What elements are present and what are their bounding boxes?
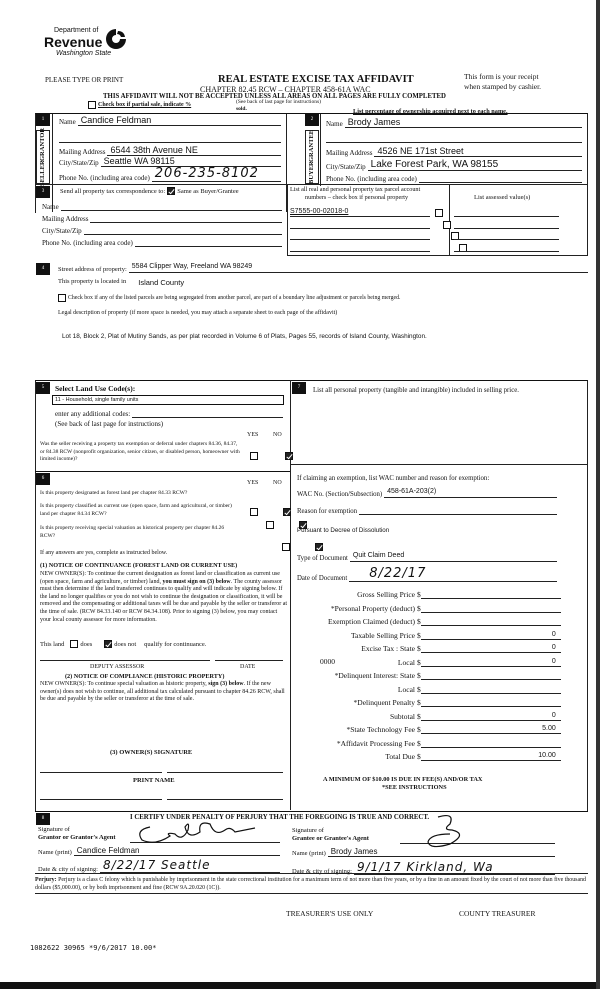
- buyer-grantee-label: BUYER GRANTEE: [305, 130, 319, 184]
- grantor-date-row: Date & city of signing: 8/22/17 Seattle: [38, 858, 280, 873]
- logo-revenue: Revenue: [44, 34, 103, 50]
- additional-codes-row: enter any additional codes:: [55, 408, 283, 418]
- seller-address-field[interactable]: 6544 38th Avenue NE: [107, 145, 281, 156]
- forest-no-checkbox[interactable]: [315, 543, 323, 551]
- amount-label: Gross Selling Price: [357, 590, 415, 599]
- amount-value-field[interactable]: [421, 685, 561, 694]
- corr-city-row: City/State/Zip: [42, 225, 282, 235]
- grantee-date-row: Date & city of signing: 9/1/17 Kirkland, Wa: [292, 860, 555, 875]
- street-field[interactable]: 5584 Clipper Way, Freeland WA 98249: [129, 263, 588, 273]
- certify-statement: I CERTIFY UNDER PENALTY OF PERJURY THAT THE FOREGOING IS TRUE AND CORRECT.: [130, 814, 430, 821]
- buyer-address-field[interactable]: 4526 NE 171st Street: [374, 146, 582, 157]
- yes-header-5: YES: [247, 432, 259, 438]
- partial-sale-row: [88, 101, 191, 109]
- corr-name-field[interactable]: [61, 201, 282, 211]
- section6-divider: [35, 471, 290, 472]
- print-name-line-1: [40, 799, 162, 800]
- grantor-name-row: Name (print) Candice Feldman: [38, 846, 280, 856]
- amount-value-field[interactable]: 10.00: [421, 752, 561, 761]
- forest-yes-checkbox[interactable]: [282, 543, 290, 551]
- seller-city-field[interactable]: Seattle WA 98115: [101, 156, 281, 167]
- parcel-number-field[interactable]: [290, 219, 430, 229]
- continuance-row: This land does does not qualify for continuance.: [40, 640, 207, 648]
- reason-row: Reason for exemption: [297, 505, 557, 515]
- parcel-number-field[interactable]: S7555-00-02018-0: [290, 207, 430, 217]
- notice1-body: NEW OWNER(S): To continue the current designation as forest land or classification as current use (open space, farm and agriculture, or timber) land, you must sign on (3) below. The county assessor must then determine if the land transferred continues to qualify and will indicate by signing below. If the land no longer qualifies or you do not wish to continue the designation or classification, it will be removed and the compensating or additional taxes will be due and payable by the seller or transferor at the time of sale. (RCW 84.33.140 or RCW 84.34.108). Prior to signing (3) below, you may contact your local county assessor for more information.: [40, 571, 288, 623]
- ownership-note: List percentage of ownership acquired next to each name.: [353, 108, 508, 115]
- assessed-value-field[interactable]: [454, 242, 559, 252]
- amount-label: Excise Tax : State: [361, 644, 415, 653]
- land-use-see-back: (See back of last page for instructions): [55, 420, 164, 428]
- assessed-value-field[interactable]: [454, 207, 559, 217]
- amount-label: *State Technology Fee: [346, 725, 415, 734]
- partial-sale-label: Check box if partial sale, indicate %: [98, 102, 192, 108]
- parcel-number-field[interactable]: [290, 242, 430, 252]
- currency-symbol: $: [417, 603, 421, 613]
- amount-row: [292, 752, 561, 761]
- print-name-label: PRINT NAME: [133, 777, 175, 784]
- buyer-address-row: Mailing Address 4526 NE 171st Street: [326, 146, 582, 157]
- amount-label: Exemption Claimed (deduct): [327, 617, 415, 626]
- assessor-sig-line: [40, 660, 210, 661]
- parcels-header-1: List all real and personal property tax parcel account: [290, 186, 421, 193]
- dor-logo: [44, 27, 134, 67]
- amount-value-field[interactable]: 0: [421, 658, 561, 667]
- local-code: 0000: [320, 656, 335, 666]
- amount-value-field[interactable]: [421, 617, 561, 626]
- receipt-stamp: 1082622 30965 *9/6/2017 10.00*: [30, 944, 157, 952]
- amount-value-field[interactable]: [421, 604, 561, 613]
- land-use-select[interactable]: 11 - Household, single family units: [52, 395, 284, 405]
- buyer-name-row: Name Brody James: [326, 117, 582, 128]
- amount-row: [292, 685, 561, 694]
- assessed-value-field[interactable]: [454, 230, 559, 240]
- section7-divider: [290, 464, 588, 465]
- parcels-header-2: numbers – check box if personal property: [305, 194, 409, 201]
- notice2-body: NEW OWNER(S): To continue special valuation as historic property, sign (3) below. If the new owner(s) does not wish to continue, all additional tax calculated pursuant to chapter 84.26 RCW, shall be due and payable by the seller or transferor at the time of sale.: [40, 681, 285, 703]
- reason-line[interactable]: [359, 505, 557, 515]
- buyer-name-field[interactable]: Brody James: [345, 117, 582, 128]
- grantee-sig-label-1: Signature of: [292, 827, 324, 834]
- does-qualify-checkbox[interactable]: [70, 640, 78, 648]
- yes-header-6: YES: [247, 480, 259, 486]
- dor-swirl-icon: [104, 27, 128, 51]
- print-name-line-2: [167, 799, 283, 800]
- notice2-title: (2) NOTICE OF COMPLIANCE (HISTORIC PROPERTY): [65, 673, 225, 680]
- amount-row: [292, 725, 561, 734]
- grantee-name-field[interactable]: Brody James: [328, 847, 555, 857]
- tax-corr-row: Send all property tax correspondence to: Same as Buyer/Grantee: [60, 187, 239, 195]
- grantee-name-row: Name (print) Brody James: [292, 847, 555, 857]
- if-yes-note: If any answers are yes, complete as instructed below.: [40, 550, 168, 556]
- doc-date-field[interactable]: 8/22/17: [349, 566, 557, 582]
- amount-row: [292, 644, 561, 653]
- exemption-intro: If claiming an exemption, list WAC number and reason for exemption:: [297, 475, 490, 482]
- county-treasurer-label: COUNTY TREASURER: [459, 909, 536, 918]
- buyer-city-field[interactable]: Lake Forest Park, WA 98155: [368, 159, 582, 171]
- receipt-note-1: This form is your receipt: [464, 72, 539, 81]
- county-field[interactable]: Island County: [138, 278, 185, 287]
- legal-label: Legal description of property (if more space is needed, you may attach a separate sheet to each page of the affidavit): [58, 310, 338, 316]
- amount-value-field[interactable]: 0: [421, 712, 561, 721]
- wac-row: WAC No. (Section/Subsection) 458-61A-203(2): [297, 488, 557, 498]
- section-8-badge: 8: [36, 813, 50, 825]
- amount-row: [292, 604, 561, 613]
- seller-name-line2: [59, 142, 281, 143]
- wac-field[interactable]: 458-61A-203(2): [384, 488, 557, 498]
- personal-property-label: List all personal property (tangible and intangible) included in selling price.: [313, 387, 519, 394]
- currency-symbol: $: [417, 644, 421, 653]
- amount-row: [292, 590, 561, 599]
- doc-type-row: Type of Document Quit Claim Deed: [297, 552, 557, 562]
- seller-phone-row: Phone No. (including area code) 206-235-8102: [59, 166, 281, 182]
- amount-row: [292, 712, 561, 721]
- seller-city-row: City/State/Zip Seattle WA 98115: [59, 156, 281, 167]
- perjury-divider: [35, 873, 588, 874]
- currency-symbol: $: [417, 657, 421, 667]
- minimum-note: A MINIMUM OF $10.00 IS DUE IN FEE(S) AND/OR TAX: [323, 776, 483, 783]
- seller-address-row: Mailing Address 6544 38th Avenue NE: [59, 145, 281, 156]
- exemption-no-checkbox[interactable]: [285, 452, 293, 460]
- currency-symbol: $: [417, 684, 421, 694]
- please-type: PLEASE TYPE OR PRINT: [45, 76, 124, 84]
- form-title: REAL ESTATE EXCISE TAX AFFIDAVIT: [218, 74, 414, 85]
- amount-label: Total Due: [385, 752, 415, 761]
- assessed-header: List assessed value(s): [474, 194, 531, 201]
- deputy-assessor-label: DEPUTY ASSESSOR: [90, 664, 145, 670]
- forest-yes-checkbox[interactable]: [266, 521, 274, 529]
- notice1-title: (1) NOTICE OF CONTINUANCE (FOREST LAND OR CURRENT USE): [40, 562, 238, 569]
- corr-address-row: Mailing Address: [42, 213, 282, 223]
- treasurer-use-label: TREASURER'S USE ONLY: [286, 909, 374, 918]
- amount-row: [292, 658, 561, 667]
- grantee-date-field[interactable]: 9/1/17 Kirkland, Wa: [354, 860, 555, 875]
- currency-symbol: $: [417, 590, 421, 599]
- amount-row: [292, 739, 561, 748]
- partial-sale-checkbox[interactable]: [88, 101, 96, 109]
- buyer-city-row: City/State/Zip Lake Forest Park, WA 98155: [326, 159, 582, 171]
- amount-label: *Delinquent Penalty: [353, 698, 415, 707]
- amount-row: [292, 671, 561, 680]
- form-chapter: CHAPTER 82.45 RCW – CHAPTER 458-61A WAC: [200, 85, 371, 94]
- section8-divider: [35, 811, 588, 812]
- amount-row: [292, 698, 561, 707]
- currency-symbol: $: [417, 617, 421, 626]
- amount-value-field[interactable]: [421, 671, 561, 680]
- buyer-phone-field[interactable]: [419, 173, 582, 183]
- page-bottom-edge: [0, 982, 600, 989]
- doc-type-field[interactable]: Quit Claim Deed: [350, 552, 557, 562]
- currency-symbol: $: [417, 698, 421, 707]
- middle-divider: [290, 380, 291, 810]
- assessor-date-line: [215, 660, 283, 661]
- seller-grantor-label: SELLER GRANTOR: [36, 130, 50, 184]
- amount-value-field[interactable]: 0: [421, 644, 561, 653]
- no-header-5: NO: [273, 432, 282, 438]
- amount-label: *Affidavit Processing Fee: [336, 738, 415, 748]
- section-6-badge: 6: [36, 473, 50, 485]
- buyer-name-line2: [326, 142, 582, 143]
- currency-symbol: $: [417, 752, 421, 761]
- currency-symbol: $: [417, 671, 421, 680]
- additional-codes-field[interactable]: [132, 408, 283, 418]
- exemption-yes-checkbox[interactable]: [250, 452, 258, 460]
- forest-yes-checkbox[interactable]: [250, 508, 258, 516]
- logo-dept: Department of: [54, 27, 99, 34]
- corr-city-field[interactable]: [84, 225, 282, 235]
- amount-value-field[interactable]: 5.00: [421, 725, 561, 734]
- section-7-badge: 7: [292, 382, 306, 394]
- seller-phone-field[interactable]: 206-235-8102: [152, 166, 281, 182]
- currency-symbol: $: [417, 738, 421, 748]
- amount-value-field[interactable]: [421, 698, 561, 707]
- segregated-checkbox[interactable]: [58, 294, 66, 302]
- personal-property-checkbox[interactable]: [435, 209, 443, 217]
- grantor-signature[interactable]: [130, 812, 260, 847]
- exemption-question: Was the seller receiving a property tax exemption or deferral under chapters 84.36, 84.37, or 84.38 RCW (nonprofit organization, senior citizen, or disabled person, homeowner with limited income)?: [40, 441, 240, 462]
- section-4-badge: 4: [36, 263, 50, 275]
- amount-value-field[interactable]: [421, 590, 561, 599]
- date-label: DATE: [240, 664, 256, 670]
- amount-value-field[interactable]: [421, 739, 561, 748]
- legal-description[interactable]: Lot 18, Block 2, Plat of Mutiny Sands, as per plat recorded in Volume 6 of Plats, Pages 55, records of Island County, Washington.: [62, 333, 427, 340]
- seller-name-row: Name Candice Feldman: [59, 115, 281, 126]
- same-as-buyer-checkbox[interactable]: [167, 187, 175, 195]
- segregated-row: Check box if any of the listed parcels are being segregated from another parcel, are part of a boundary line adjustment or parcels being merged.: [58, 294, 400, 302]
- currency-symbol: $: [417, 630, 421, 640]
- corr-address-field[interactable]: [90, 213, 282, 223]
- see-back-note: (See back of last page for instructions): [236, 99, 321, 105]
- grantor-sig-label-2: Grantor or Grantor's Agent: [38, 834, 116, 841]
- amount-row: [292, 617, 561, 626]
- amount-label: *Delinquent Interest: State: [334, 671, 415, 680]
- warning-banner: THIS AFFIDAVIT WILL NOT BE ACCEPTED UNLESS ALL AREAS ON ALL PAGES ARE FULLY COMPLETED: [103, 93, 446, 100]
- amount-label: Local: [397, 657, 415, 667]
- parcel-number-field[interactable]: [290, 230, 430, 240]
- section-1-badge: 1: [36, 114, 50, 126]
- amount-label: Taxable Selling Price: [350, 630, 415, 640]
- forest-question: Is this property designated as forest land per chapter 84.33 RCW?: [40, 490, 188, 496]
- amount-value-field[interactable]: 0: [421, 631, 561, 640]
- grantor-name-field[interactable]: Candice Feldman: [74, 846, 280, 856]
- county-row: This property is located in Island County: [58, 278, 185, 287]
- currency-symbol: $: [417, 725, 421, 734]
- partial-sold-label: sold.: [236, 106, 247, 112]
- land-use-label: Select Land Use Code(s):: [55, 384, 136, 393]
- owner-sig-line-2: [167, 772, 283, 773]
- grantee-signature[interactable]: [420, 812, 480, 852]
- forest-no-checkbox[interactable]: [283, 508, 291, 516]
- forest-question: Is this property classified as current use (open space, farm and agricultural, or timber) land per chapter 84.34 RCW?: [40, 503, 232, 517]
- amount-label: Subtotal: [389, 711, 415, 721]
- buyer-phone-row: Phone No. (including area code): [326, 173, 582, 183]
- owner-sig-label: (3) OWNER(S) SIGNATURE: [110, 749, 193, 756]
- logo-state: Washington State: [56, 50, 112, 57]
- doc-date-row: Date of Document 8/22/17: [297, 566, 557, 582]
- amount-row: [292, 631, 561, 640]
- corr-name-row: Name: [42, 201, 282, 211]
- page-right-edge: [596, 0, 600, 989]
- street-row: Street address of property: 5584 Clipper Way, Freeland WA 98249: [58, 263, 588, 273]
- currency-symbol: $: [417, 711, 421, 721]
- does-not-qualify-checkbox[interactable]: [104, 640, 112, 648]
- seller-name-field[interactable]: Candice Feldman: [78, 115, 281, 126]
- section-2-badge: 2: [305, 114, 319, 126]
- grantor-sig-label-1: Signature of: [38, 826, 70, 833]
- receipt-note-2: when stamped by cashier.: [464, 82, 542, 91]
- owner-sig-line-1: [40, 772, 162, 773]
- corr-phone-field[interactable]: [135, 237, 282, 247]
- assessed-value-field[interactable]: [454, 219, 559, 229]
- reason-field[interactable]: Pursuant to Decree of Dissolution: [297, 527, 390, 534]
- forest-question: Is this property receiving special valuation as historical property per chapter 84.26 RCW?: [40, 525, 225, 539]
- no-header-6: NO: [273, 480, 282, 486]
- amount-label: *Personal Property (deduct): [330, 603, 415, 613]
- grantor-date-field[interactable]: 8/22/17 Seattle: [100, 858, 280, 873]
- grantee-sig-label-2: Grantee or Grantee's Agent: [292, 835, 369, 842]
- personal-property-checkbox[interactable]: [443, 221, 451, 229]
- see-instructions: *SEE INSTRUCTIONS: [382, 784, 447, 791]
- section-3-badge: 3: [36, 186, 50, 198]
- perjury-text: Perjury: Perjury is a class C felony which is punishable by imprisonment in the state correctional institution for a maximum term of not more than five years, or by a fine in an amount fixed by the court of not more than five thousand dollars ($5,000.00), or by both imprisonment and fine (RCW 9A.20.020 (1C)).: [35, 876, 588, 894]
- corr-phone-row: Phone No. (including area code): [42, 237, 282, 247]
- amount-label: Local: [397, 684, 415, 694]
- section-5-badge: 5: [36, 382, 50, 394]
